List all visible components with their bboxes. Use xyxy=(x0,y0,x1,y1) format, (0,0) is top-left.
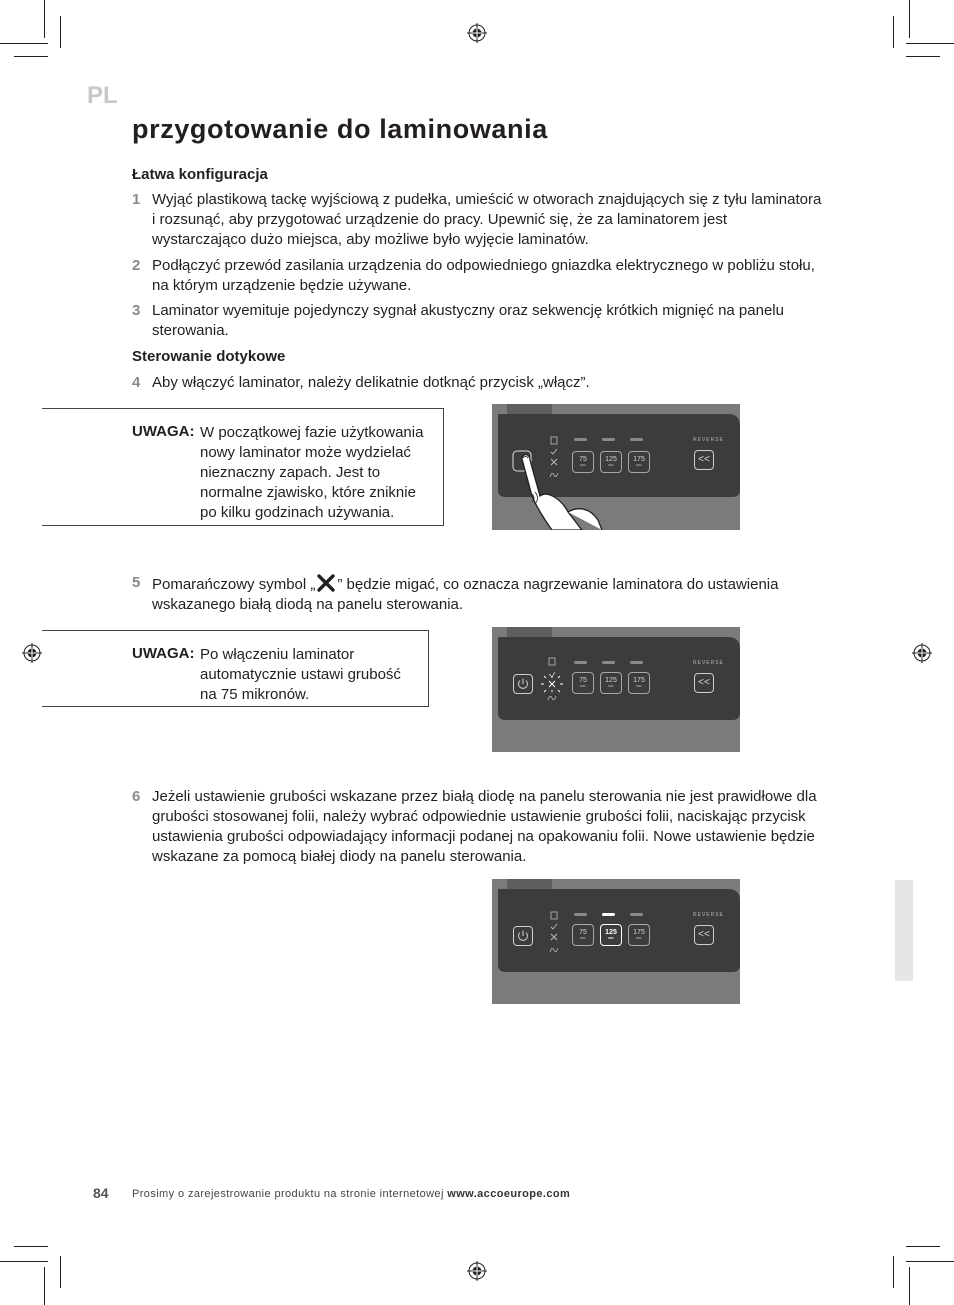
step-text-part: ” będzie migać, co oznacza nagrzewanie laminatora do ustawienia wskazanego białą diodą na panelu sterowania. xyxy=(152,576,779,613)
reverse-button[interactable]: << xyxy=(694,673,714,693)
thickness-unit: MIC xyxy=(580,463,586,467)
status-icons xyxy=(538,656,566,704)
note-line: W początkowej fazie użytkowania xyxy=(200,424,424,441)
thickness-value: 125 xyxy=(605,677,617,684)
registration-mark-icon xyxy=(912,643,932,663)
finger-touch-icon xyxy=(512,450,624,530)
thickness-value: 75 xyxy=(579,677,587,684)
led-indicator xyxy=(630,438,643,441)
crop-mark xyxy=(893,16,894,48)
power-icon xyxy=(514,675,532,693)
step-text-part: Pomarańczowy symbol „ xyxy=(152,576,316,593)
thickness-button-125[interactable] xyxy=(600,672,622,694)
thickness-unit: MIC xyxy=(580,936,586,940)
reverse-label: REVERSE xyxy=(693,437,724,443)
registration-mark-icon xyxy=(467,23,487,43)
note-line: normalne zjawisko, które zniknie xyxy=(200,484,416,501)
thickness-button-175[interactable] xyxy=(628,924,650,946)
footer-text xyxy=(132,1188,570,1200)
thickness-value: 175 xyxy=(633,929,645,936)
step-item xyxy=(132,190,822,250)
thickness-value: 175 xyxy=(633,677,645,684)
crop-mark xyxy=(60,16,61,48)
step-item xyxy=(132,787,822,867)
led-indicator xyxy=(574,438,587,441)
status-icons xyxy=(548,910,560,956)
thickness-unit: MIC xyxy=(636,936,642,940)
step-item xyxy=(132,301,822,341)
crop-mark xyxy=(14,56,48,57)
step-number: 1 xyxy=(132,191,141,208)
note-line: Po włączeniu laminator xyxy=(200,646,355,663)
step-number: 4 xyxy=(132,374,141,391)
thickness-button-175[interactable] xyxy=(628,672,650,694)
page-title: przygotowanie do laminowania xyxy=(132,114,548,144)
led-indicator xyxy=(630,661,643,664)
note-text xyxy=(200,645,401,705)
footer-text-body: Prosimy o zarejestrowanie produktu na stronie internetowej xyxy=(132,1188,448,1200)
step-text: Aby włączyć laminator, należy delikatnie dotknąć przycisk „włącz”. xyxy=(152,374,590,391)
crop-mark xyxy=(60,1256,61,1288)
step-item xyxy=(132,256,822,296)
crop-mark xyxy=(906,43,954,44)
thickness-value: 175 xyxy=(633,456,645,463)
step-number: 6 xyxy=(132,788,141,805)
thickness-button-75[interactable] xyxy=(572,924,594,946)
note-line: na 75 mikronów. xyxy=(200,686,310,703)
step-text xyxy=(152,573,822,615)
thickness-unit: MIC xyxy=(608,463,614,467)
thickness-unit: MIC xyxy=(580,684,586,688)
step-text: Podłączyć przewód zasilania urządzenia do odpowiedniego gniazdka elektrycznego w pobliżu stołu, na którym urządzenie będzie używane. xyxy=(152,257,815,294)
thickness-value: 125 xyxy=(605,456,617,463)
step-text: Jeżeli ustawienie grubości wskazane przez białą diodę na panelu sterowania nie jest prawidłowe dla grubości stosowanej folii, należy wybrać odpowiednie ustawienie grubości folii, naciskając przycisk ustawienia grubości odpowiadający informacji podanej na opakowaniu folii. Nowe ustawienie będzie wskazane za pomocą białej diody na panelu sterowania. xyxy=(152,788,817,865)
crop-mark xyxy=(0,1261,48,1262)
step-number: 2 xyxy=(132,257,141,274)
reverse-label: REVERSE xyxy=(693,912,724,918)
note-box xyxy=(42,408,444,526)
heating-x-icon xyxy=(316,573,336,593)
led-indicator xyxy=(574,661,587,664)
thickness-button-175[interactable] xyxy=(628,451,650,473)
control-panel-illustration xyxy=(492,879,740,1004)
power-button[interactable] xyxy=(513,926,533,946)
registration-mark-icon xyxy=(467,1261,487,1281)
crop-mark xyxy=(906,56,940,57)
step-number: 5 xyxy=(132,574,141,591)
setup-heading: Łatwa konfiguracja xyxy=(132,166,268,183)
power-button[interactable] xyxy=(513,674,533,694)
led-indicator xyxy=(630,913,643,916)
crop-mark xyxy=(906,1246,940,1247)
thickness-value: 125 xyxy=(605,929,617,936)
reverse-button[interactable]: << xyxy=(694,450,714,470)
thickness-unit: MIC xyxy=(608,936,614,940)
led-indicator xyxy=(602,438,615,441)
crop-mark xyxy=(906,1261,954,1262)
note-box xyxy=(42,630,429,707)
touch-heading: Sterowanie dotykowe xyxy=(132,348,286,365)
control-panel-illustration xyxy=(492,627,740,752)
thickness-value: 75 xyxy=(579,929,587,936)
step-text: Laminator wyemituje pojedynczy sygnał akustyczny oraz sekwencję krótkich mignięć na panelu sterowania. xyxy=(152,302,784,339)
crop-mark xyxy=(893,1256,894,1288)
note-label: UWAGA: xyxy=(132,645,195,662)
crop-mark xyxy=(44,0,45,38)
control-panel-illustration xyxy=(492,404,740,530)
thickness-unit: MIC xyxy=(608,684,614,688)
language-tag: PL xyxy=(87,82,118,109)
led-indicator xyxy=(574,913,587,916)
note-label: UWAGA: xyxy=(132,423,195,440)
reverse-label: REVERSE xyxy=(693,660,724,666)
step-item xyxy=(132,373,822,393)
side-tab-marker xyxy=(895,880,913,981)
page-number: 84 xyxy=(93,1185,109,1201)
step-text: Wyjąć plastikową tackę wyjściową z pudełka, umieścić w otworach znajdujących się z tyłu laminatora i rozsunąć, aby przygotować urządzenie do pracy. Upewnić się, że za laminatorem jest wystarczająco dużo miejsca, aby możliwe było wyjęcie laminatów. xyxy=(152,191,822,248)
crop-mark xyxy=(909,0,910,38)
crop-mark xyxy=(909,1267,910,1305)
power-icon xyxy=(514,927,532,945)
crop-mark xyxy=(14,1246,48,1247)
note-text xyxy=(200,423,423,523)
thickness-unit: MIC xyxy=(636,463,642,467)
led-indicator xyxy=(602,661,615,664)
note-line: nieznaczny zapach. Jest to xyxy=(200,464,381,481)
led-indicator-active xyxy=(602,913,615,916)
crop-mark xyxy=(0,43,48,44)
thickness-value: 75 xyxy=(579,456,587,463)
note-line: nowy laminator może wydzielać xyxy=(200,444,411,461)
reverse-button[interactable]: << xyxy=(694,925,714,945)
thickness-button-75[interactable] xyxy=(572,672,594,694)
note-line: po kilku godzinach używania. xyxy=(200,504,395,521)
thickness-button-125-selected[interactable] xyxy=(600,924,622,946)
step-item xyxy=(132,573,822,615)
thickness-unit: MIC xyxy=(636,684,642,688)
step-number: 3 xyxy=(132,302,141,319)
footer-url-link[interactable]: www.accoeurope.com xyxy=(447,1188,571,1200)
note-line: automatycznie ustawi grubość xyxy=(200,666,401,683)
registration-mark-icon xyxy=(22,643,42,663)
crop-mark xyxy=(44,1267,45,1305)
